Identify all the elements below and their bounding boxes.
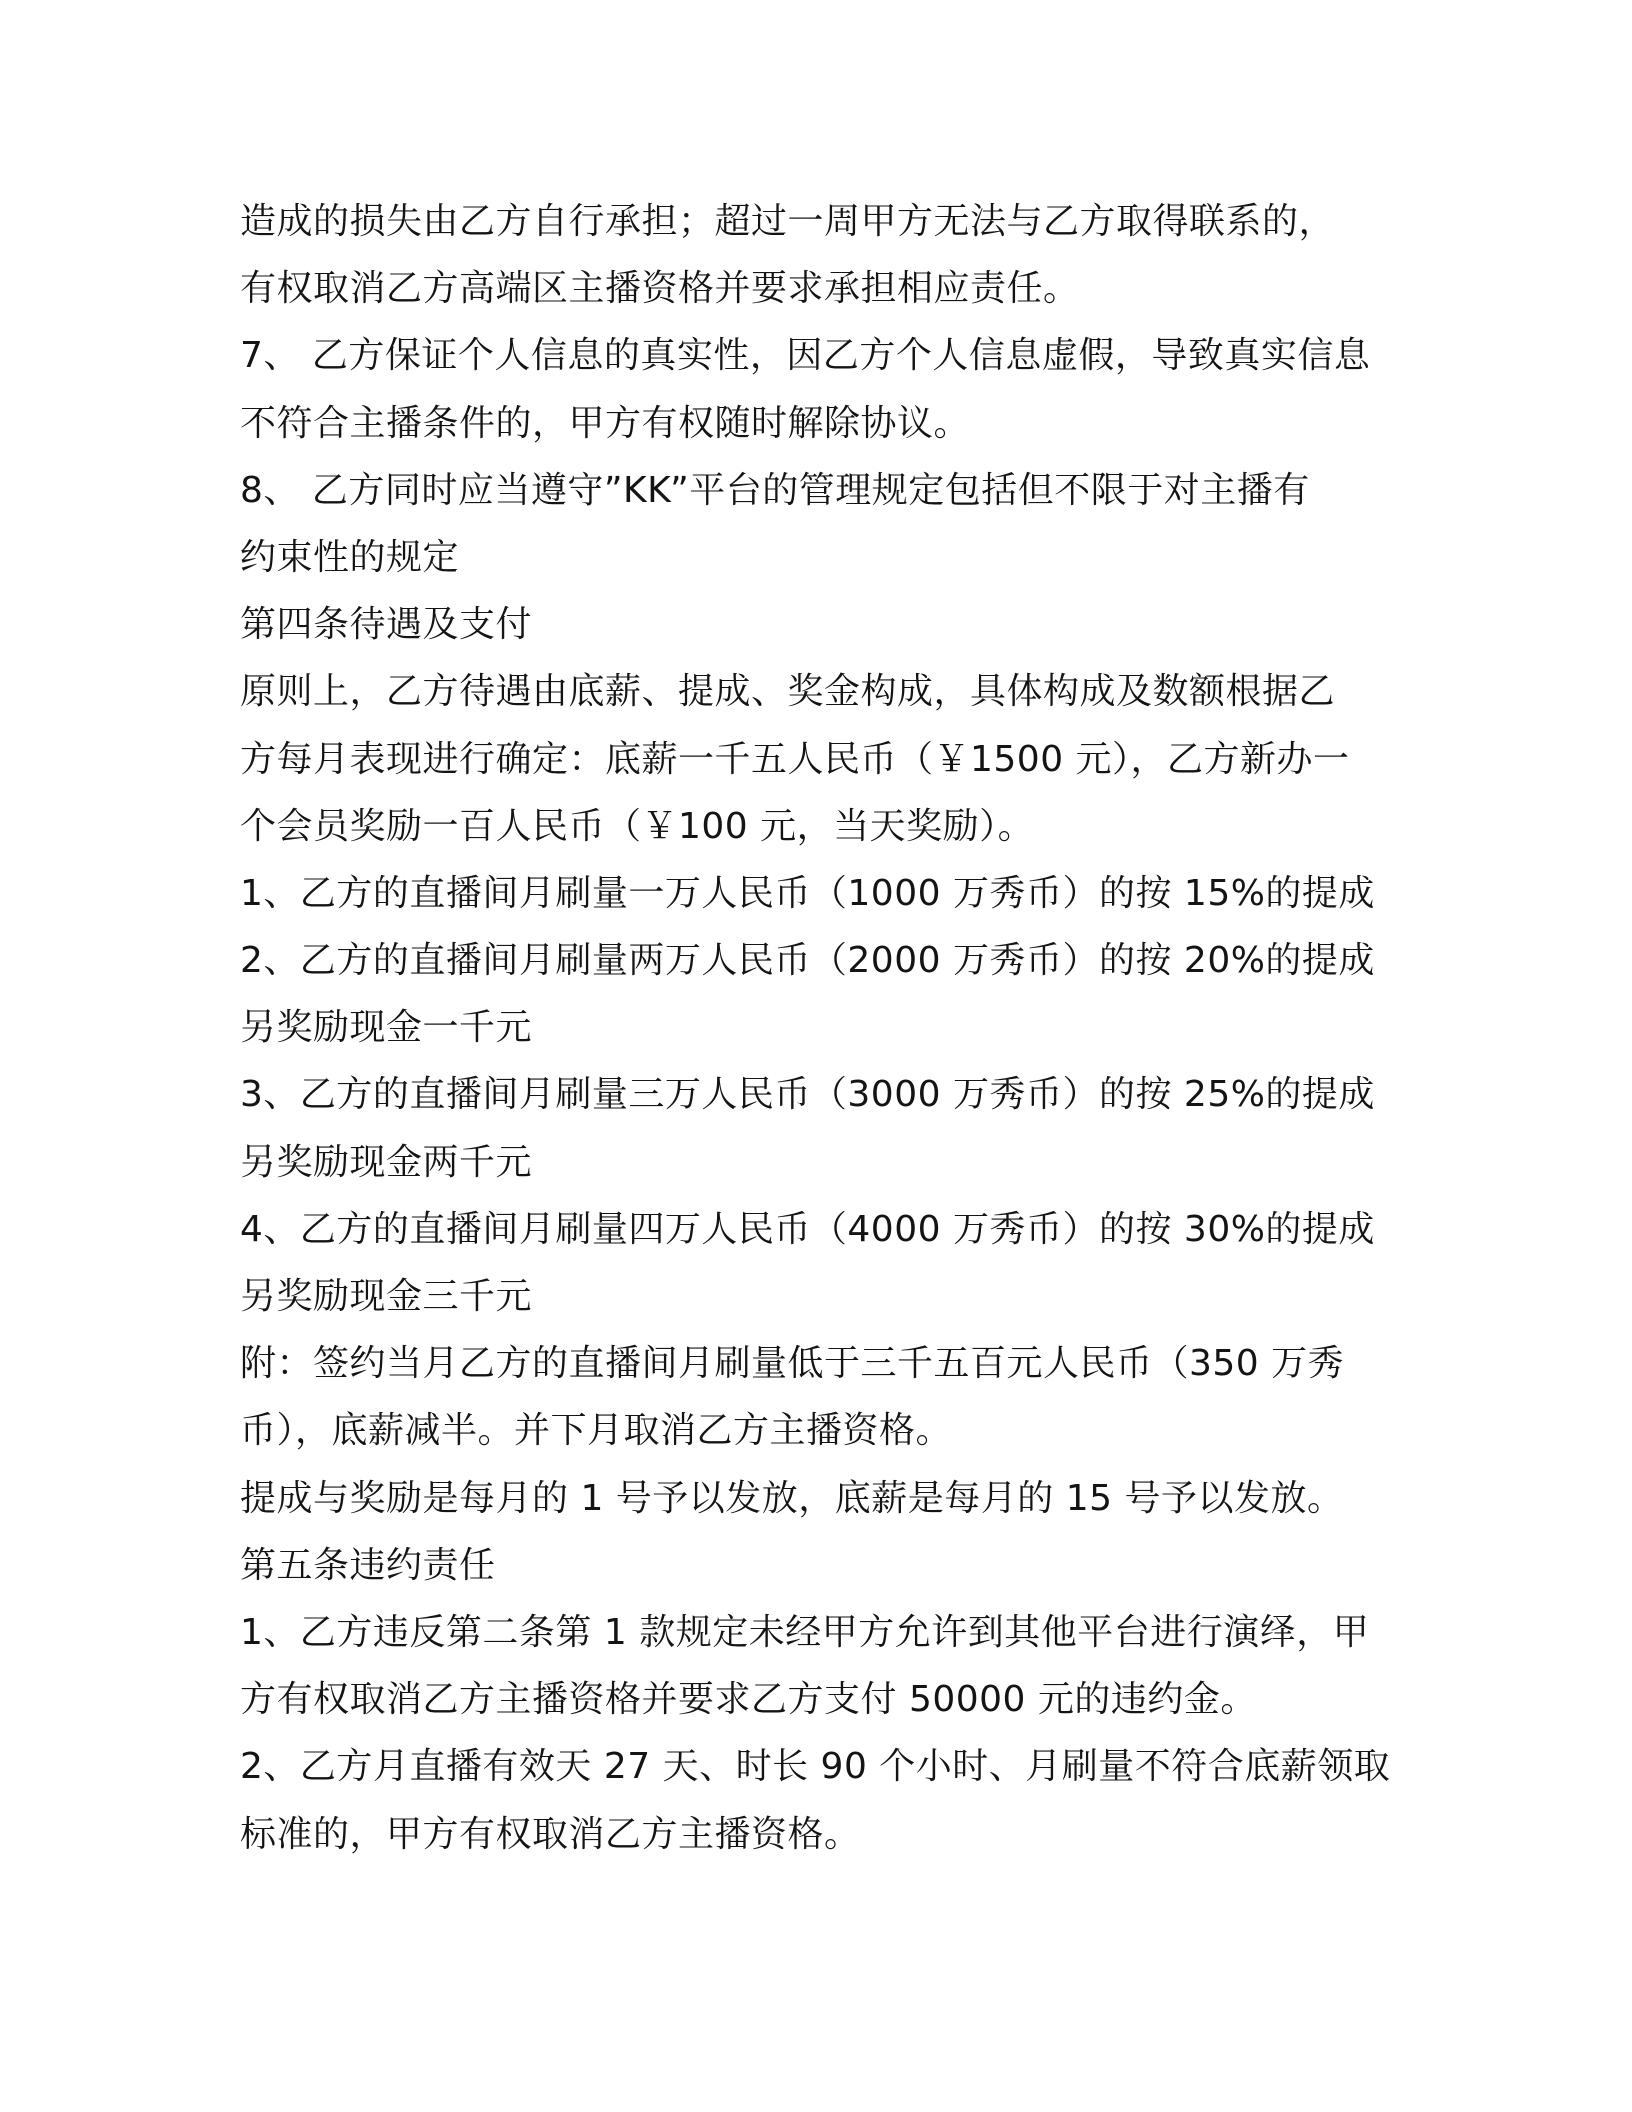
text-line: 标准的，甲方有权取消乙方主播资格。 — [240, 1813, 861, 1855]
tier-3-line: 3、乙方的直播间月刷量三万人民币（3000 万秀币）的按 25%的提成 — [240, 1074, 1375, 1116]
text-line: 不符合主播条件的，甲方有权随时解除协议。 — [240, 402, 971, 444]
tier-2-line: 2、乙方的直播间月刷量两万人民币（2000 万秀币）的按 20%的提成 — [240, 940, 1375, 982]
section-heading-5: 第五条违约责任 — [240, 1544, 496, 1586]
text-line: 约束性的规定 — [240, 536, 460, 578]
tier-4-line: 4、乙方的直播间月刷量四万人民币（4000 万秀币）的按 30%的提成 — [240, 1208, 1375, 1250]
breach-1-line: 1、乙方违反第二条第 1 款规定未经甲方允许到其他平台进行演绎，甲 — [240, 1611, 1370, 1653]
contract-text — [240, 188, 1400, 1868]
text-line: 有权取消乙方高端区主播资格并要求承担相应责任。 — [240, 268, 1080, 310]
section-heading-4: 第四条待遇及支付 — [240, 604, 533, 646]
payment-schedule-line: 提成与奖励是每月的 1 号予以发放，底薪是每月的 15 号予以发放。 — [240, 1477, 1344, 1519]
clause-7-line: 7、 乙方保证个人信息的真实性，因乙方个人信息虚假，导致真实信息 — [240, 335, 1371, 377]
text-line: 另奖励现金两千元 — [240, 1141, 533, 1183]
text-line: 方有权取消乙方主播资格并要求乙方支付 50000 元的违约金。 — [240, 1679, 1257, 1721]
clause-8-line: 8、 乙方同时应当遵守”KK”平台的管理规定包括但不限于对主播有 — [240, 469, 1310, 511]
text-line: 另奖励现金三千元 — [240, 1276, 533, 1317]
tier-1-line: 1、乙方的直播间月刷量一万人民币（1000 万秀币）的按 15%的提成 — [240, 872, 1375, 914]
text-line: 另奖励现金一千元 — [240, 1007, 533, 1049]
text-line: 个会员奖励一百人民币（￥100 元，当天奖励）。 — [240, 805, 1035, 847]
note-line: 附：签约当月乙方的直播间月刷量低于三千五百元人民币（350 万秀 — [240, 1343, 1345, 1385]
text-line: 方每月表现进行确定：底薪一千五人民币（￥1500 元），乙方新办一 — [240, 738, 1350, 780]
text-line: 币），底薪减半。并下月取消乙方主播资格。 — [240, 1410, 953, 1452]
text-line: 原则上，乙方待遇由底薪、提成、奖金构成，具体构成及数额根据乙 — [240, 671, 1336, 713]
text-line: 造成的损失由乙方自行承担；超过一周甲方无法与乙方取得联系的， — [240, 201, 1336, 242]
breach-2-line: 2、乙方月直播有效天 27 天、时长 90 个小时、月刷量不符合底薪领取 — [240, 1746, 1391, 1788]
